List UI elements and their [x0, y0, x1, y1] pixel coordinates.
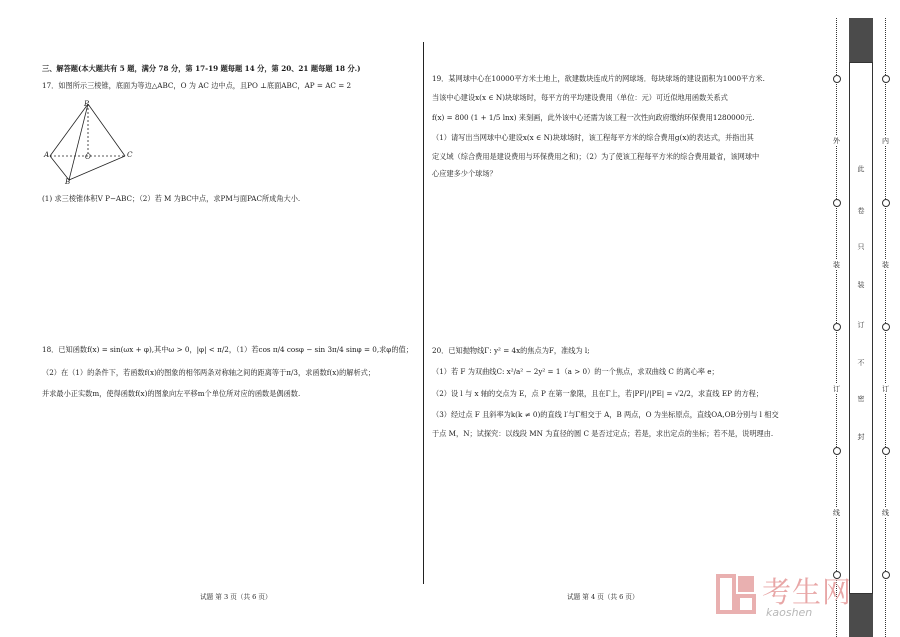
q19-line6: 心应建多少个球场？ [432, 169, 497, 178]
pyramid-figure [42, 98, 142, 190]
label-c: C [127, 150, 133, 159]
section-heading: 三、解答题(本大题共有 5 题，满分 78 分，第 17-19 题每题 14 分，第 20、21 题每题 18 分.) [42, 64, 361, 73]
binding-strip [822, 18, 900, 637]
binding-hole-circle [833, 75, 841, 83]
watermark-sub-text: kaoshen [766, 606, 813, 619]
q20-line5: 于点 M，N；试探究：以线段 MN 为直径的圆 C 是否过定点；若是，求出定点的坐标；若不是，说明理由. [432, 429, 774, 438]
notice-char: 密 [857, 395, 865, 403]
left-page-footer: 试题 第 3 页（共 6 页） [200, 593, 272, 601]
outer-label-zhuang: 装 [833, 261, 840, 269]
notice-char: 封 [857, 433, 865, 441]
notice-char: 只 [857, 243, 865, 251]
page-divider [423, 42, 424, 584]
q20-line2: （1）若 F 为双曲线C: x²/a² − 2y² = 1（a > 0）的一个焦点，求双曲线 C 的离心率 e； [432, 367, 719, 376]
label-a: A [44, 150, 50, 159]
outer-label-wai: 外 [833, 137, 840, 145]
notice-char: 订 [857, 321, 865, 329]
inner-label-xian: 线 [882, 509, 889, 517]
right-page-footer: 试题 第 4 页（共 6 页） [567, 593, 639, 601]
outer-label-xian: 线 [833, 509, 840, 517]
label-p: P [84, 99, 89, 108]
binding-gray-top [849, 18, 873, 62]
q17-stem: 17．如图所示三棱锥，底面为等边△ABC，O 为 AC 边中点，且PO ⊥底面ABC，AP = AC = 2 [42, 81, 352, 90]
watermark-logo-icon [716, 574, 756, 614]
q19-line4: （1）请写出当网球中心建设x(x ∈ N)块球场时，该工程每平方米的综合费用g(x)的表达式，并指出其 [432, 133, 754, 142]
binding-hole-circle [882, 447, 890, 455]
binding-hole-circle [882, 75, 890, 83]
q19-line5: 定义域（综合费用是建设费用与环保费用之和)；（2）为了使该工程每平方米的综合费用最省，该网球中 [432, 152, 760, 161]
q20-line3: （2）设 l 与 x 轴的交点为 E，点 P 在第一象限，且在Γ上，若|PF|/|PE| = √2/2，求直线 EP 的方程； [432, 389, 764, 398]
q19-line2: 当该中心建设x(x ∈ N)块球场时，每平方的平均建设费用（单位：元）可近似地用函数关系式 [432, 93, 728, 102]
inner-label-ding: 订 [882, 385, 889, 393]
label-o: O [85, 152, 91, 161]
watermark-main-text: 考生网 [762, 575, 853, 609]
q18-line1: 18．已知函数f(x) = sin(ωx + φ),其中ω > 0，|φ| < π/2，（1）若cos π/4 cosφ − sin 3π/4 sinφ = 0,求φ的值； [42, 345, 413, 354]
q18-line2: （2）在（1）的条件下，若函数f(x)的图象的相邻两条对称轴之间的距离等于π/3，求函数f(x)的解析式； [42, 368, 376, 377]
notice-char: 装 [857, 281, 865, 289]
label-b: B [65, 177, 71, 186]
q18-line3: 并求最小正实数m，使得函数f(x)的图象向左平移m个单位所对应的函数是偶函数. [42, 389, 301, 398]
q20-line1: 20．已知抛物线Γ: y² = 4x的焦点为F，准线为 l; [432, 346, 590, 355]
inner-label-nei: 内 [882, 137, 889, 145]
watermark [716, 570, 900, 628]
q17-parts: (1) 求三棱锥体积V P−ABC；（2）若 M 为BC中点，求PM与面PAC所成角大小. [42, 194, 301, 203]
binding-hole-circle [833, 199, 841, 207]
inner-label-zhuang: 装 [882, 261, 889, 269]
notice-char: 不 [857, 359, 865, 367]
q19-line3: f(x) = 800 (1 + 1/5 lnx) 来刻画，此外该中心还需为该工程一次性向政府缴纳环保费用1280000元. [432, 113, 755, 122]
binding-hole-circle [882, 199, 890, 207]
q20-line4: （3）经过点 F 且斜率为k(k ≠ 0)的直线 l′与Γ相交于 A，B 两点，O 为坐标原点，直线OA,OB分别与 l 相交 [432, 410, 779, 419]
notice-char: 此 [857, 165, 865, 173]
outer-label-ding: 订 [833, 385, 840, 393]
binding-hole-circle [882, 323, 890, 331]
binding-hole-circle [833, 447, 841, 455]
binding-hole-circle [833, 323, 841, 331]
q19-line1: 19．某网球中心在10000平方米土地上，欲建数块连成片的网球场．每块球场的建设面积为1000平方米. [432, 74, 765, 83]
notice-char: 卷 [857, 207, 865, 215]
